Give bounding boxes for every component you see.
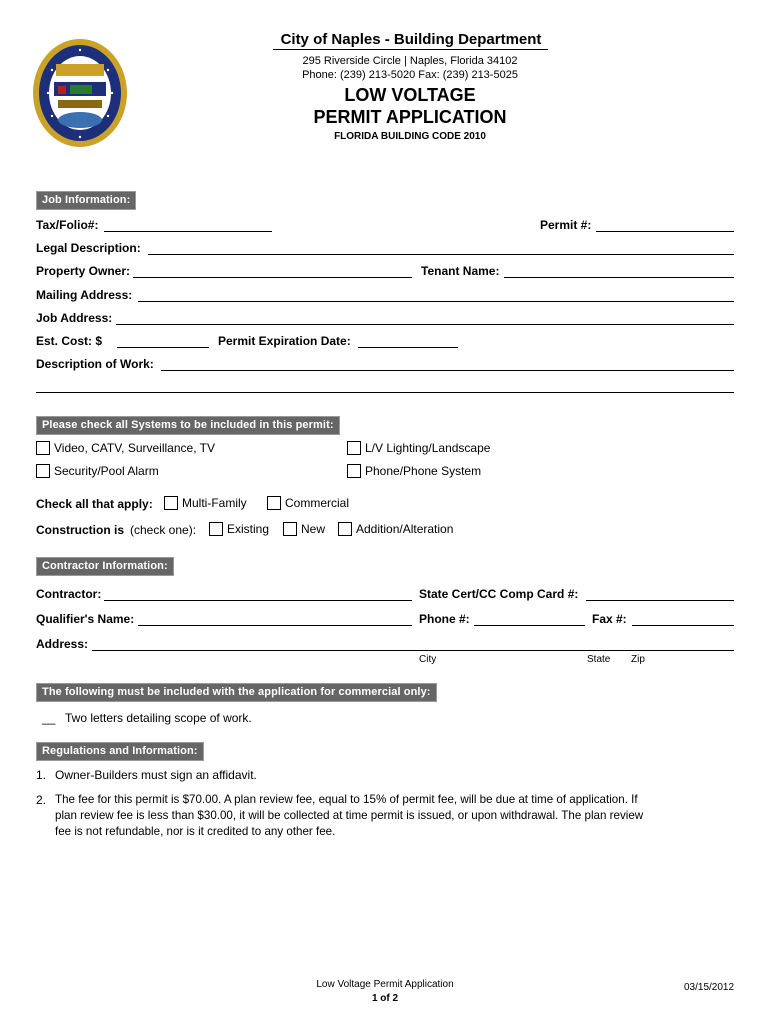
construction-label: Construction is	[36, 523, 125, 537]
permit-number-field[interactable]	[596, 231, 734, 232]
contractor-phone-field[interactable]	[474, 625, 585, 626]
video-checkbox[interactable]	[36, 441, 50, 455]
check-all-label: Check all that apply:	[36, 497, 153, 511]
state-caption: State	[587, 654, 611, 665]
qualifier-name-label: Qualifier's Name:	[36, 612, 135, 626]
commercial-label: Commercial	[285, 496, 350, 510]
property-owner-label: Property Owner:	[36, 264, 131, 278]
contractor-address-field[interactable]	[92, 650, 734, 651]
new-label: New	[301, 522, 326, 536]
footer-page: 1 of 2	[371, 993, 399, 1004]
description-of-work-label: Description of Work:	[36, 357, 154, 371]
check-one-label: (check one):	[130, 523, 197, 537]
property-owner-field[interactable]	[133, 277, 412, 278]
regulation-2-line1: The fee for this permit is $70.00. A plan review fee, equal to 15% of permit fee, will be due at time of application. If	[55, 793, 638, 806]
systems-header: Please check all Systems to be included in this permit:	[36, 416, 340, 435]
mailing-address-field[interactable]	[138, 301, 734, 302]
form-title-line1: LOW VOLTAGE	[344, 85, 476, 105]
tax-folio-field[interactable]	[104, 231, 272, 232]
contractor-header: Contractor Information:	[36, 557, 174, 576]
city-caption: City	[419, 654, 437, 665]
est-cost-field[interactable]	[117, 347, 209, 348]
contractor-phone-label: Phone #:	[419, 612, 470, 626]
lv-lighting-label: L/V Lighting/Landscape	[365, 441, 491, 455]
state-cert-field[interactable]	[586, 600, 734, 601]
contractor-label: Contractor:	[36, 587, 102, 601]
contractor-fax-field[interactable]	[632, 625, 734, 626]
commercial-header: The following must be included with the application for commercial only:	[36, 683, 437, 702]
regulation-2-line3: fee is not refundable, nor is it credited to any other fee.	[55, 825, 336, 838]
department-phone: Phone: (239) 213-5020 Fax: (239) 213-5025	[302, 69, 518, 81]
department-name: City of Naples - Building Department	[280, 31, 542, 48]
job-address-label: Job Address:	[36, 311, 113, 325]
state-cert-label: State Cert/CC Comp Card #:	[419, 587, 579, 601]
mailing-address-label: Mailing Address:	[36, 288, 133, 302]
multi-family-checkbox[interactable]	[164, 496, 178, 510]
footer-date: 03/15/2012	[684, 982, 735, 993]
expiration-date-label: Permit Expiration Date:	[218, 334, 351, 348]
existing-label: Existing	[227, 522, 270, 536]
department-address: 295 Riverside Circle | Naples, Florida 34102	[302, 55, 518, 67]
existing-checkbox[interactable]	[209, 522, 223, 536]
building-code: FLORIDA BUILDING CODE 2010	[334, 131, 486, 142]
job-address-field[interactable]	[116, 324, 734, 325]
permit-number-label: Permit #:	[540, 218, 592, 232]
tenant-name-label: Tenant Name:	[421, 264, 500, 278]
lv-lighting-checkbox[interactable]	[347, 441, 361, 455]
zip-caption: Zip	[631, 654, 645, 665]
tenant-name-field[interactable]	[504, 277, 734, 278]
expiration-date-field[interactable]	[358, 347, 458, 348]
est-cost-label: Est. Cost: $	[36, 334, 103, 348]
qualifier-name-field[interactable]	[138, 625, 412, 626]
commercial-checkbox[interactable]	[267, 496, 281, 510]
new-checkbox[interactable]	[283, 522, 297, 536]
commercial-item-blank[interactable]: __	[42, 711, 56, 725]
header-rule	[273, 49, 548, 50]
regulation-1-number: 1.	[36, 768, 47, 782]
description-of-work-field-2[interactable]	[36, 392, 734, 393]
commercial-item-text: Two letters detailing scope of work.	[65, 711, 252, 725]
tax-folio-label: Tax/Folio#:	[36, 218, 99, 232]
contractor-fax-label: Fax #:	[592, 612, 627, 626]
form-title-line2: PERMIT APPLICATION	[313, 107, 507, 127]
description-of-work-field[interactable]	[161, 370, 734, 371]
job-info-header: Job Information:	[36, 191, 136, 210]
footer-title: Low Voltage Permit Application	[316, 979, 454, 990]
security-alarm-label: Security/Pool Alarm	[54, 464, 159, 478]
phone-system-checkbox[interactable]	[347, 464, 361, 478]
regulation-2-line2: plan review fee is less than $30.00, it will be collected at time permit is issued, or upon withdrawal. The plan review	[55, 809, 644, 822]
contractor-field[interactable]	[104, 600, 412, 601]
addition-alteration-checkbox[interactable]	[338, 522, 352, 536]
legal-description-field[interactable]	[148, 254, 734, 255]
addition-alteration-label: Addition/Alteration	[356, 522, 454, 536]
multi-family-label: Multi-Family	[182, 496, 247, 510]
regulation-1-text: Owner-Builders must sign an affidavit.	[55, 768, 257, 782]
contractor-address-label: Address:	[36, 637, 89, 651]
regulations-header: Regulations and Information:	[36, 742, 204, 761]
security-alarm-checkbox[interactable]	[36, 464, 50, 478]
regulation-2-number: 2.	[36, 793, 47, 807]
phone-system-label: Phone/Phone System	[365, 464, 482, 478]
video-label: Video, CATV, Surveillance, TV	[54, 441, 215, 455]
city-seal	[32, 38, 128, 148]
legal-description-label: Legal Description:	[36, 241, 141, 255]
